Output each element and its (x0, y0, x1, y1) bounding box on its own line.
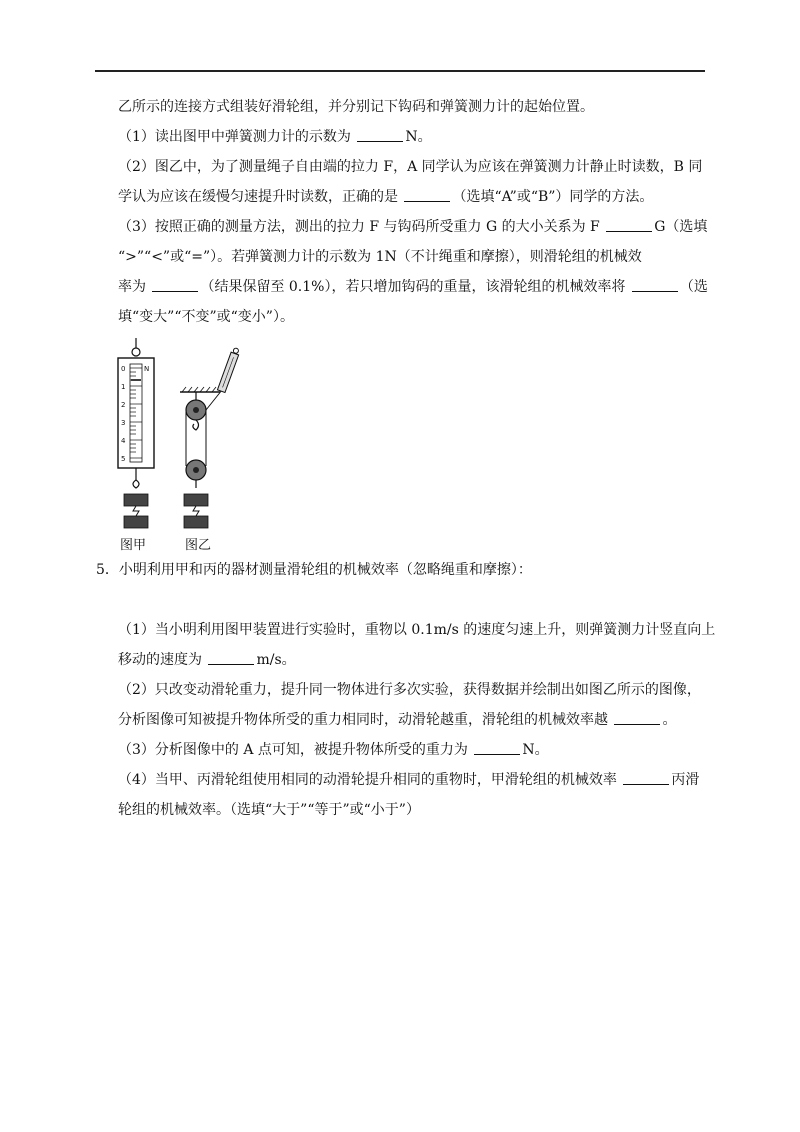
q5-part1-line2: 移动的速度为 m/s。 (118, 652, 296, 668)
q4-part3-line1: （3）按照正确的测量方法，测出的拉力 F 与钩码所受重力 G 的大小关系为 F G（选填 (118, 219, 708, 235)
scale-unit-label: N (144, 365, 150, 373)
answer-blank[interactable] (357, 129, 403, 142)
q4-part3-line4: 填“变大”“不变”或“变小”）。 (118, 309, 294, 325)
q5-part2-line2: 分析图像可知被提升物体所受的重力相同时，动滑轮越重，滑轮组的机械效率越 。 (118, 712, 677, 728)
figure-jia-caption: 图甲 (120, 538, 147, 553)
pulley-figure (110, 338, 250, 558)
q4-part1: （1）读出图甲中弹簧测力计的示数为 N。 (118, 129, 432, 145)
answer-blank[interactable] (404, 189, 450, 202)
answer-blank[interactable] (474, 742, 520, 755)
hook-weight (184, 494, 208, 506)
scale-tick-label: 1 (121, 383, 126, 391)
answer-blank[interactable] (152, 279, 198, 292)
q5-part1-line1: （1）当小明利用图甲装置进行实验时，重物以 0.1m/s 的速度匀速上升，则弹簧测力计竖直向上 (118, 622, 716, 638)
q4-part3-line2: “>”“<”或“=”）。若弹簧测力计的示数为 1N（不计绳重和摩擦），则滑轮组的机械效 (118, 249, 642, 265)
answer-blank[interactable] (632, 279, 678, 292)
hook-weight (184, 516, 208, 528)
answer-blank[interactable] (208, 652, 254, 665)
figure-yi-caption: 图乙 (185, 538, 212, 553)
q4-intro: 乙所示的连接方式组装好滑轮组，并分别记下钩码和弹簧测力计的起始位置。 (118, 99, 594, 115)
apparatus-diagram (110, 338, 250, 558)
answer-blank[interactable] (606, 219, 652, 232)
scale-tick-label: 3 (121, 419, 126, 427)
q4-part3-line3: 率为 （结果保留至 0.1%），若只增加钩码的重量，该滑轮组的机械效率将 （选 (118, 279, 708, 295)
hook-weight (124, 494, 148, 506)
spring-scale (118, 338, 154, 528)
q5-part2-line1: （2）只改变动滑轮重力，提升同一物体进行多次实验，获得数据并绘制出如图乙所示的图像， (118, 682, 701, 698)
scale-tick-label: 4 (121, 437, 126, 445)
scale-tick-label: 2 (121, 401, 126, 409)
q4-part2-line2: 学认为应该在缓慢匀速提升时读数，正确的是 （选填“A”或“B”）同学的方法。 (118, 189, 654, 205)
pulley-system (180, 347, 241, 528)
q5-part3: （3）分析图像中的 A 点可知，被提升物体所受的重力为 N。 (118, 742, 549, 758)
answer-blank[interactable] (623, 772, 669, 785)
scale-tick-label: 0 (121, 365, 126, 373)
answer-blank[interactable] (614, 712, 660, 725)
q5-part4-line2: 轮组的机械效率。（选填“大于”“等于”或“小于”） (118, 802, 420, 818)
q4-part2-line1: （2）图乙中，为了测量绳子自由端的拉力 F，A 同学认为应该在弹簧测力计静止时读数，B 同 (118, 159, 703, 175)
header-rule (95, 70, 705, 72)
hook-weight (124, 516, 148, 528)
pulley-spring-scale (217, 347, 240, 392)
q5-stem: 5．小明利用甲和丙的器材测量滑轮组的机械效率（忽略绳重和摩擦）： (96, 562, 532, 578)
q5-part4-line1: （4）当甲、丙滑轮组使用相同的动滑轮提升相同的重物时，甲滑轮组的机械效率 丙滑 (118, 772, 700, 788)
scale-tick-label: 5 (121, 455, 126, 463)
